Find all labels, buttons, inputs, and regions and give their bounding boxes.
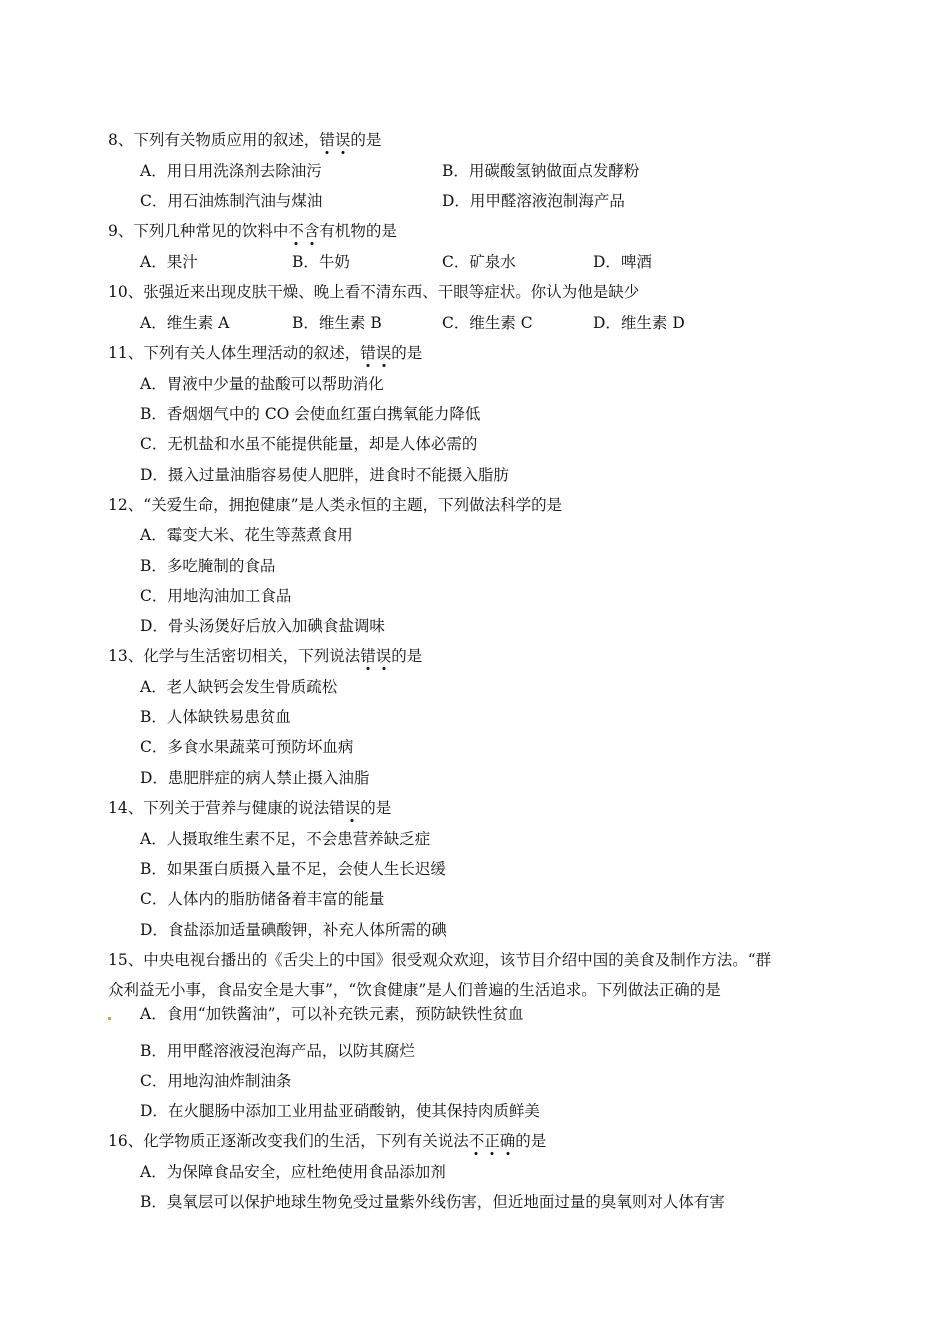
q12-option-b: B．多吃腌制的食品 <box>140 557 276 575</box>
emphasis-char: 错 <box>319 131 335 149</box>
q10-option-b: B．维生素 B <box>292 314 382 332</box>
q9-option-c: C．矿泉水 <box>442 253 516 271</box>
q15-option-b: B．用甲醛溶液浸泡海产品，以防其腐烂 <box>140 1042 415 1060</box>
q11-option-a: A．胃液中少量的盐酸可以帮助消化 <box>140 375 384 393</box>
q9-option-d: D．啤酒 <box>593 253 652 271</box>
question-16-stem: 16、化学物质正逐渐改变我们的生活，下列有关说法不正确的是 <box>108 1132 547 1150</box>
question-10-stem: 10、张强近来出现皮肤干燥、晚上看不清东西、干眼等症状。你认为他是缺少 <box>108 283 640 301</box>
emphasis-char: 不 <box>288 222 304 240</box>
q9-option-b: B．牛奶 <box>292 253 350 271</box>
emphasis-char: 确 <box>499 1132 516 1150</box>
question-11-stem: 11、下列有关人体生理活动的叙述，错误的是 <box>108 344 423 362</box>
question-9-stem: 9、下列几种常见的饮料中不含有机物的是 <box>108 222 397 240</box>
emphasis-char: 含 <box>303 222 320 240</box>
q15-option-c: C．用地沟油炸制油条 <box>140 1072 292 1090</box>
q12-option-d: D．骨头汤煲好后放入加碘食盐调味 <box>140 617 385 635</box>
q11-option-b: B．香烟烟气中的 CO 会使血红蛋白携氧能力降低 <box>140 405 481 423</box>
question-13-stem: 13、化学与生活密切相关，下列说法错误的是 <box>108 647 423 665</box>
q13-option-a: A．老人缺钙会发生骨质疏松 <box>140 678 338 696</box>
q14-option-a: A．人摄取维生素不足，不会患营养缺乏症 <box>140 830 431 848</box>
emphasis-char: 错 <box>360 647 376 665</box>
q8-option-b: B．用碳酸氢钠做面点发酵粉 <box>442 162 640 180</box>
scan-mark <box>108 1017 111 1020</box>
question-14-stem: 14、下列关于营养与健康的说法错误的是 <box>108 799 392 817</box>
emphasis-char: 正 <box>484 1132 500 1150</box>
emphasis-char: 误 <box>334 131 351 149</box>
q11-option-c: C．无机盐和水虽不能提供能量，却是人体必需的 <box>140 435 478 453</box>
q10-option-d: D．维生素 D <box>593 314 685 332</box>
q8-option-a: A．用日用洗涤剂去除油污 <box>140 162 322 180</box>
emphasis-char: 误 <box>375 344 392 362</box>
q13-option-d: D．患肥胖症的病人禁止摄入油脂 <box>140 769 370 787</box>
emphasis-char: 不 <box>468 1132 485 1150</box>
question-8-stem: 8、下列有关物质应用的叙述，错误的是 <box>108 131 382 149</box>
q12-option-c: C．用地沟油加工食品 <box>140 587 292 605</box>
emphasis-char: 错 <box>360 344 376 362</box>
q13-option-b: B．人体缺铁易患贫血 <box>140 708 291 726</box>
q9-option-a: A．果汁 <box>140 253 198 271</box>
q13-option-c: C．多食水果蔬菜可预防坏血病 <box>140 738 354 756</box>
q16-option-a: A．为保障食品安全，应杜绝使用食品添加剂 <box>140 1163 446 1181</box>
emphasis-char: 误 <box>375 647 392 665</box>
q14-option-b: B．如果蛋白质摄入量不足，会使人生长迟缓 <box>140 860 446 878</box>
q16-option-b: B．臭氧层可以保护地球生物免受过量紫外线伤害，但近地面过量的臭氧则对人体有害 <box>140 1193 725 1211</box>
q15-option-d: D．在火腿肠中添加工业用盐亚硝酸钠，使其保持肉质鲜美 <box>140 1102 540 1120</box>
question-15-stem-line1: 15、中央电视台播出的《舌尖上的中国》很受观众欢迎，该节目介绍中国的美食及制作方法。“群 <box>108 951 772 969</box>
q14-option-c: C．人体内的脂肪储备着丰富的能量 <box>140 890 385 908</box>
q11-option-d: D．摄入过量油脂容易使人肥胖，进食时不能摄入脂肪 <box>140 466 509 484</box>
q15-option-a: A．食用“加铁酱油”，可以补充铁元素，预防缺铁性贫血 <box>140 1005 524 1023</box>
q14-option-d: D．食盐添加适量碘酸钾，补充人体所需的碘 <box>140 921 447 939</box>
q10-option-a: A．维生素 A <box>140 314 230 332</box>
q10-option-c: C．维生素 C <box>442 314 533 332</box>
q8-option-d: D．用甲醛溶液泡制海产品 <box>442 192 625 210</box>
q12-option-a: A．霉变大米、花生等蒸煮食用 <box>140 526 353 544</box>
question-15-stem-line2: 众利益无小事，食品安全是大事”，“饮食健康”是人们普遍的生活追求。下列做法正确的是 <box>108 981 721 999</box>
question-12-stem: 12、“关爱生命，拥抱健康”是人类永恒的主题，下列做法科学的是 <box>108 496 563 514</box>
q8-option-c: C．用石油炼制汽油与煤油 <box>140 192 323 210</box>
emphasis-char: 误 <box>344 799 361 817</box>
